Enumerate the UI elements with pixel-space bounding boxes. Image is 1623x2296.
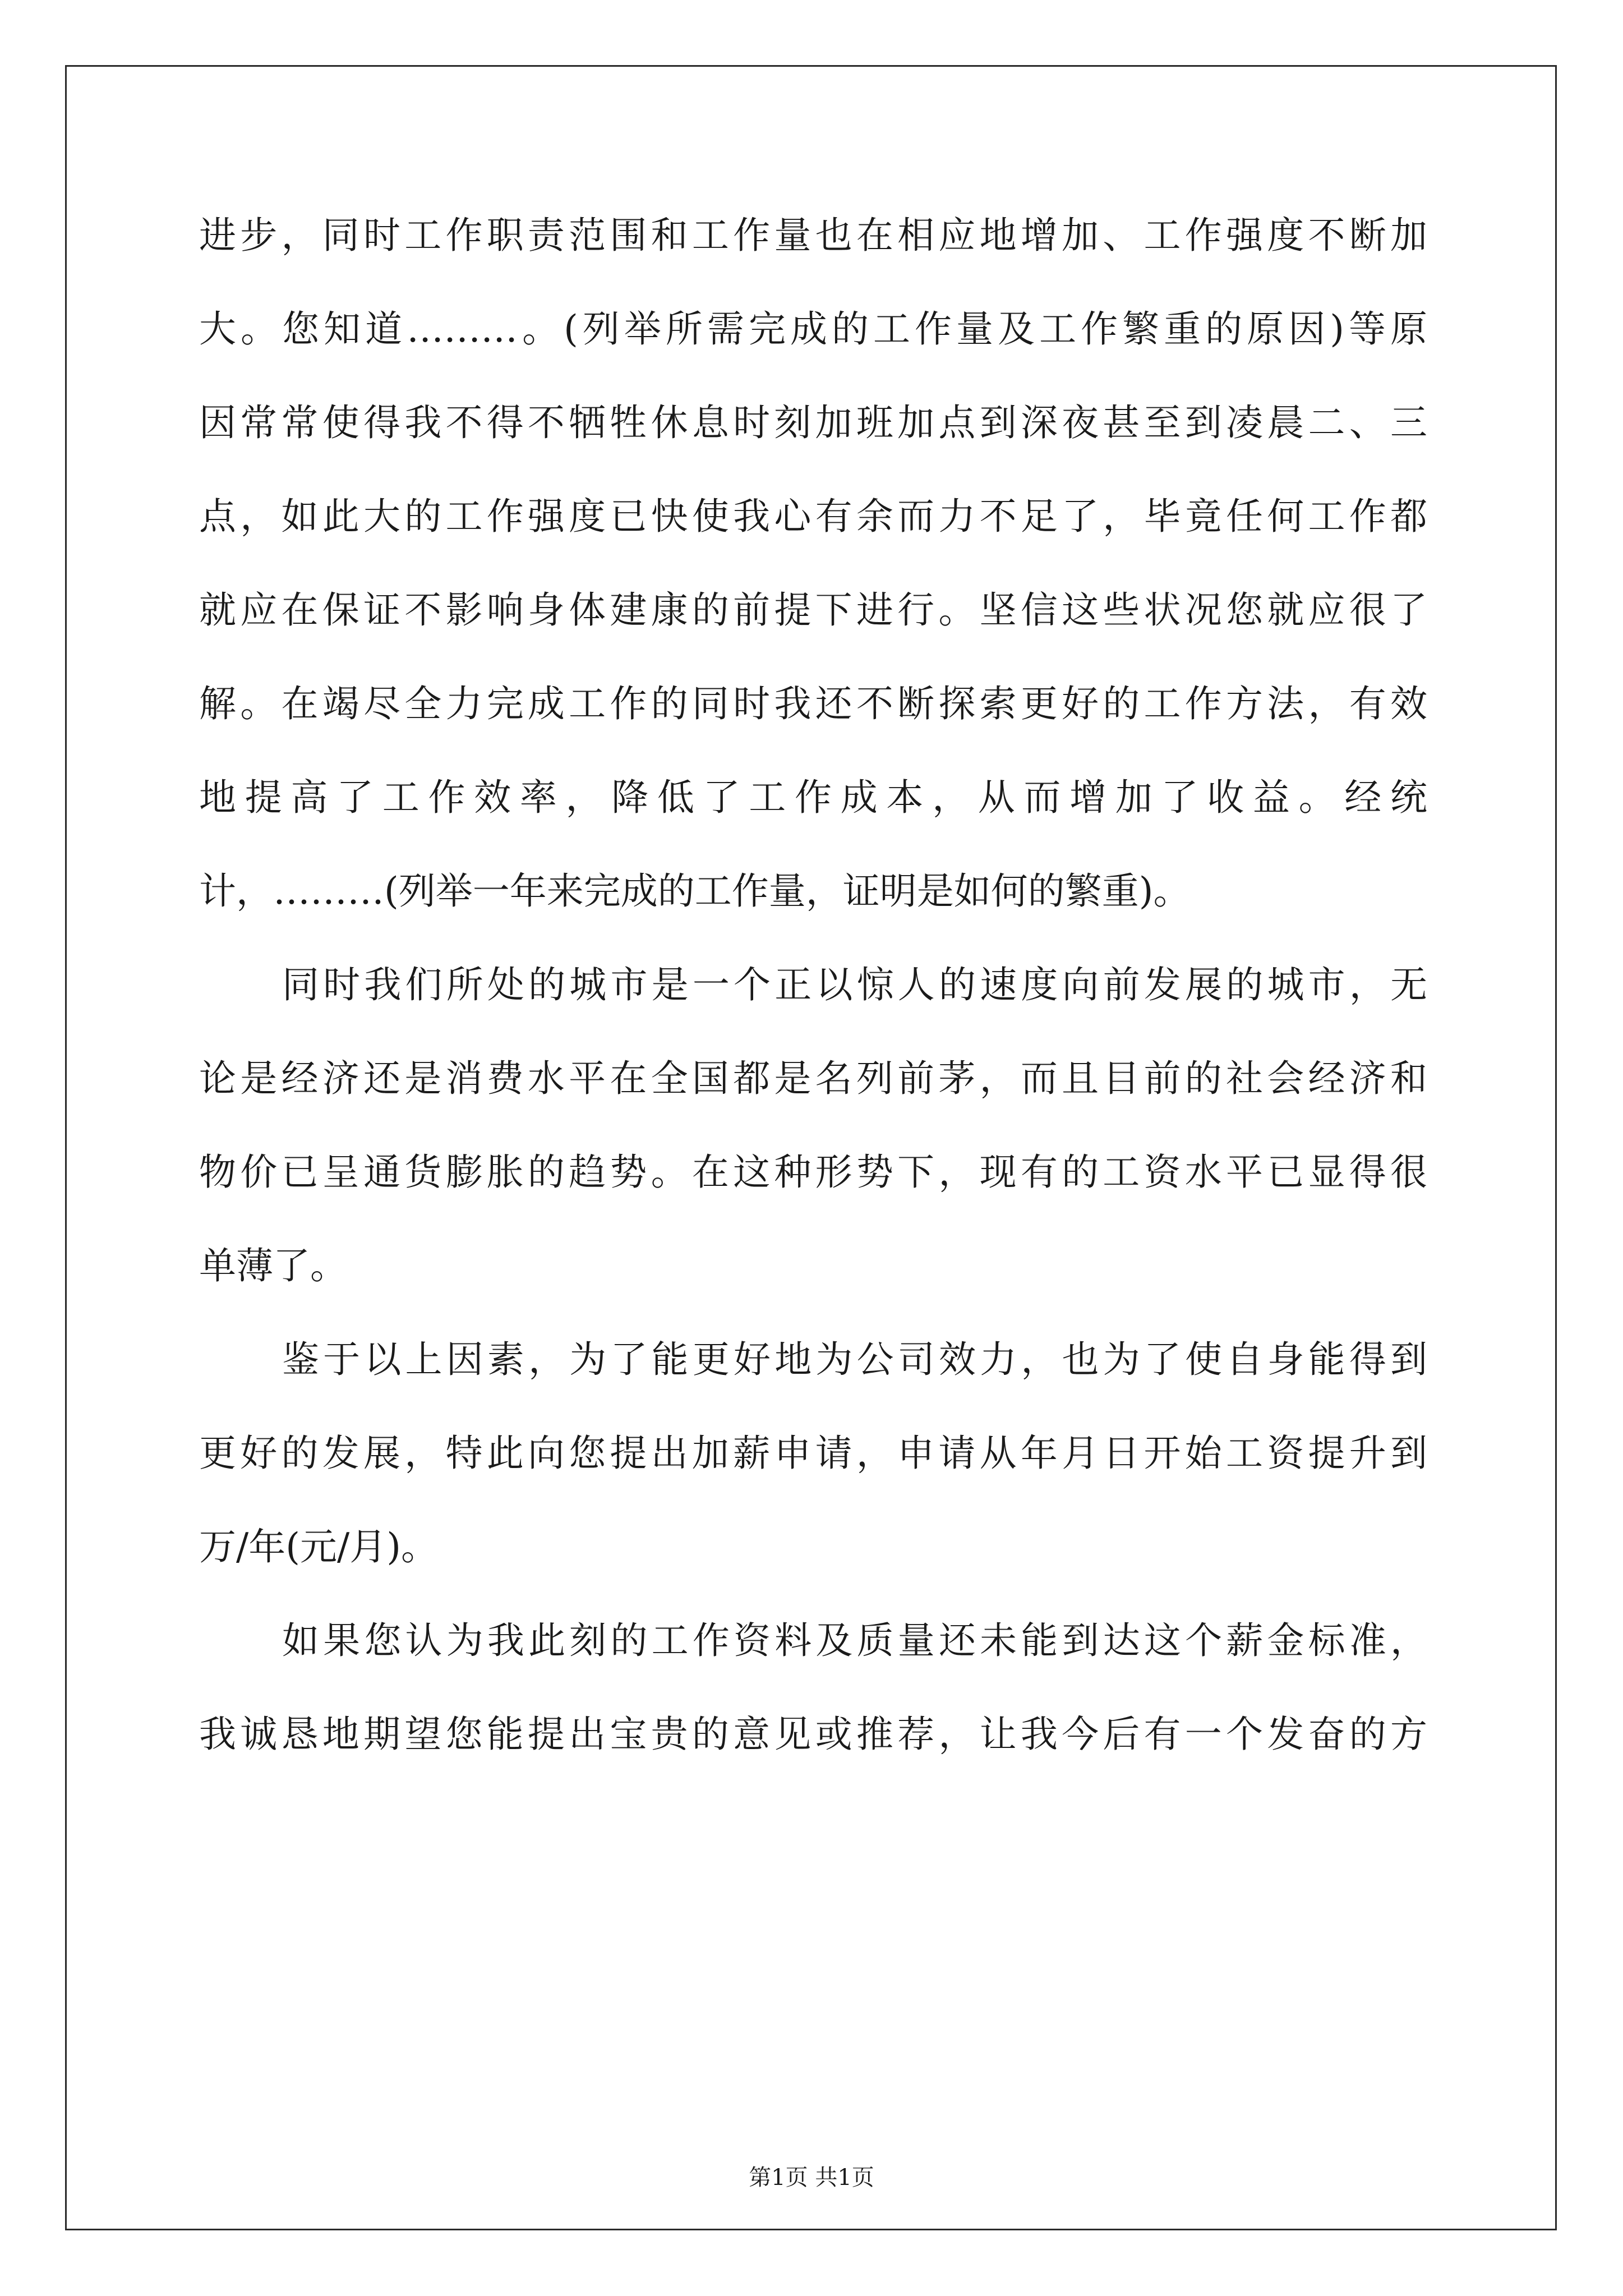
text-line: 物价已呈通货膨胀的趋势。在这种形势下，现有的工资水平已显得很	[199, 1151, 1427, 1194]
text-line: 单薄了。	[199, 1244, 347, 1287]
page-number: 第1页 共1页	[749, 2165, 874, 2191]
text-line: 论是经济还是消费水平在全国都是名列前茅，而且目前的社会经济和	[199, 1057, 1427, 1100]
text-line: 解。在竭尽全力完成工作的同时我还不断探索更好的工作方法，有效	[199, 682, 1427, 725]
text-line: 因常常使得我不得不牺牲休息时刻加班加点到深夜甚至到凌晨二、三	[199, 401, 1427, 444]
text-line: 就应在保证不影响身体建康的前提下进行。坚信这些状况您就应很了	[199, 588, 1427, 632]
text-line: 进步，同时工作职责范围和工作量也在相应地增加、工作强度不断加	[199, 214, 1427, 257]
paragraph-first-line: 同时我们所处的城市是一个正以惊人的速度向前发展的城市，无	[282, 963, 1427, 1006]
text-line: 点，如此大的工作强度已快使我心有余而力不足了，毕竟任何工作都	[199, 495, 1427, 538]
text-line: 大。您知道………。(列举所需完成的工作量及工作繁重的原因)等原	[199, 307, 1427, 351]
text-line: 计，………(列举一年来完成的工作量，证明是如何的繁重)。	[199, 869, 1191, 913]
text-line: 我诚恳地期望您能提出宝贵的意见或推荐，让我今后有一个发奋的方	[199, 1713, 1427, 1756]
text-line: 万/年(元/月)。	[199, 1525, 438, 1568]
paragraph-first-line: 如果您认为我此刻的工作资料及质量还未能到达这个薪金标准，	[282, 1619, 1427, 1662]
text-line: 更好的发展，特此向您提出加薪申请，申请从年月日开始工资提升到	[199, 1432, 1427, 1475]
paragraph-first-line: 鉴于以上因素，为了能更好地为公司效力，也为了使自身能得到	[282, 1338, 1427, 1381]
text-line: 地提高了工作效率，降低了工作成本，从而增加了收益。经统	[199, 776, 1427, 819]
